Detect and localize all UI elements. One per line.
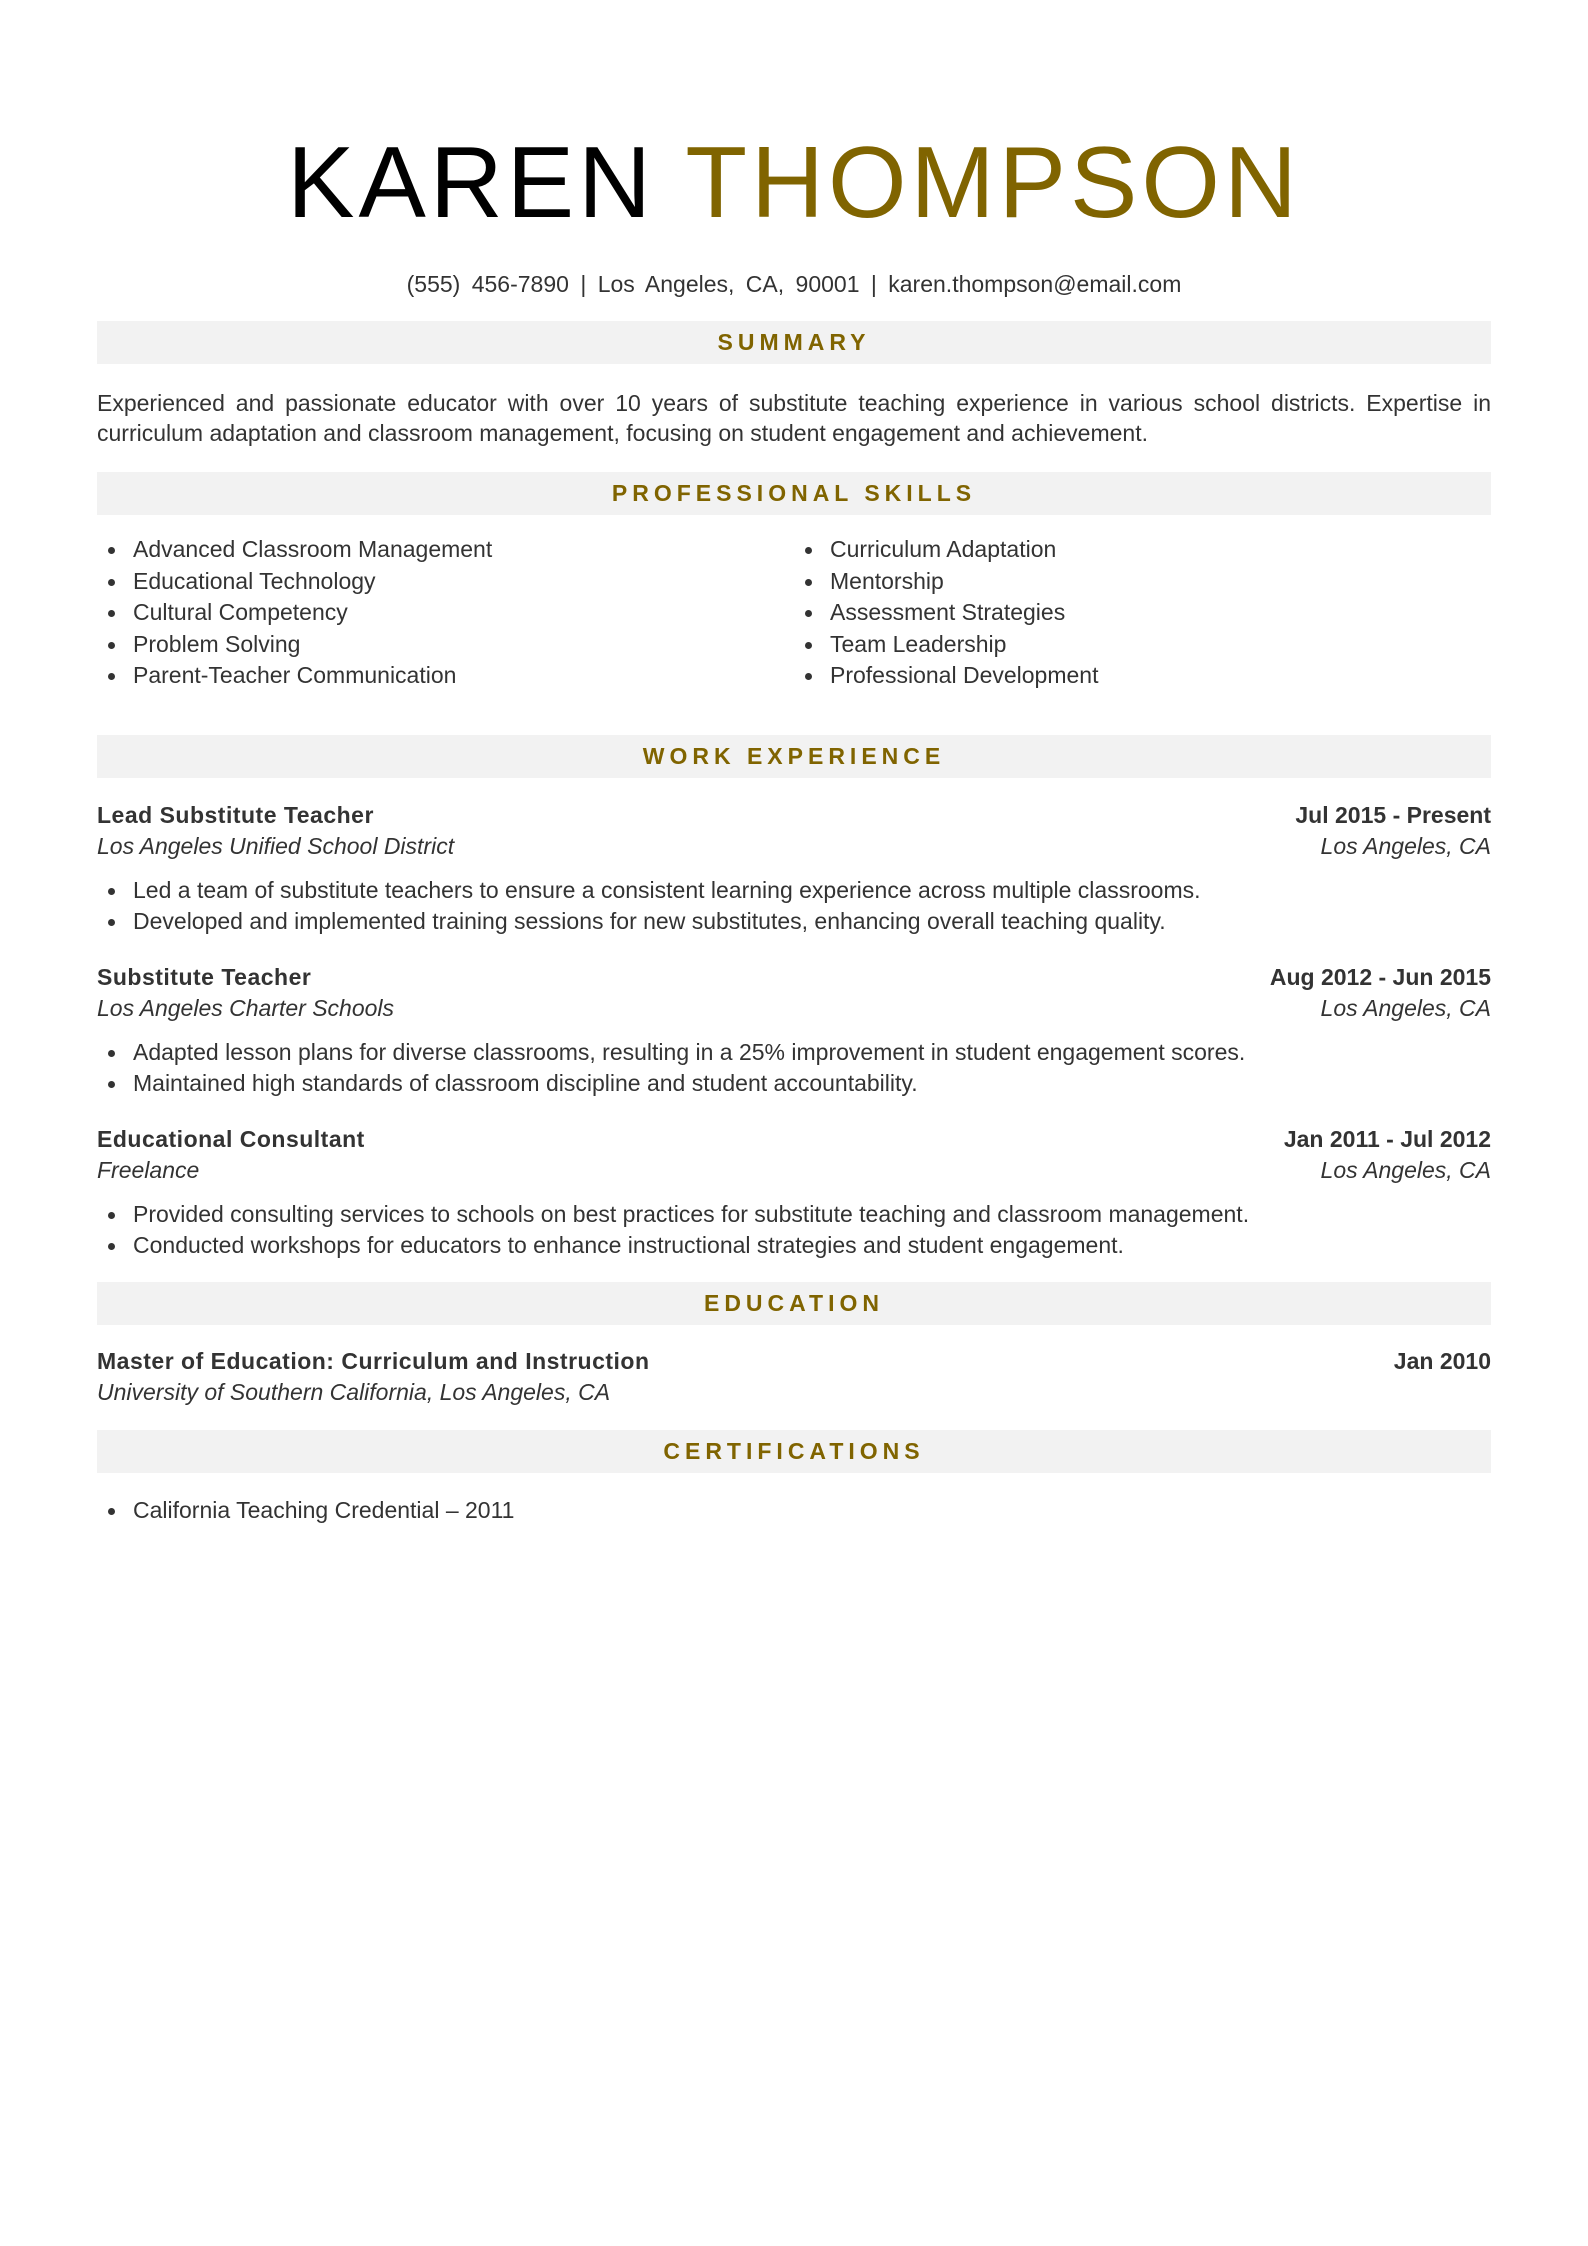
skill-item: Curriculum Adaptation [830,534,1491,566]
first-name: KAREN [287,127,656,239]
job-location: Los Angeles, CA [1320,995,1491,1021]
education-header [97,1346,1491,1378]
skill-item: Mentorship [830,566,1491,598]
bullet-item: Adapted lesson plans for diverse classrooms, resulting in a 25% improvement in student engagement scores. [133,1037,1491,1069]
email: karen.thompson@email.com [888,271,1182,297]
job-location: Los Angeles, CA [1320,1157,1491,1183]
job-header [97,800,1491,832]
skill-item: Problem Solving [133,629,794,661]
experience-heading: WORK EXPERIENCE [97,735,1491,778]
job-organization: Los Angeles Unified School District [97,833,455,859]
job-dates: Jan 2011 - Jul 2012 [1283,1125,1491,1152]
certification-item: California Teaching Credential – 2011 [133,1495,1491,1527]
job-subheader [97,1155,1491,1187]
job-dates: Aug 2012 - Jun 2015 [1269,963,1491,990]
bullet-item: Led a team of substitute teachers to ensure a consistent learning experience across multiple classrooms. [133,875,1491,907]
skills-column-right [794,534,1491,692]
phone: (555) 456-7890 [406,271,569,297]
skill-item: Cultural Competency [133,597,794,629]
job-bullets [97,875,1491,938]
job-subheader [97,993,1491,1025]
summary-text: Experienced and passionate educator with over 10 years of substitute teaching experience in various school districts. Expertise in curriculum adaptation and classroom management, focusing on student engagement and achievement. [97,390,1491,446]
skill-item: Professional Development [830,660,1491,692]
education-heading: EDUCATION [97,1282,1491,1325]
job-dates: Jul 2015 - Present [1295,801,1491,828]
job-title: Lead Substitute Teacher [97,801,374,828]
contact-separator: | [580,271,587,297]
skills-list [97,534,1491,692]
job-subheader [97,831,1491,863]
job-organization: Los Angeles Charter Schools [97,995,395,1021]
candidate-name [97,0,1491,243]
skill-item: Parent-Teacher Communication [133,660,794,692]
skills-heading: PROFESSIONAL SKILLS [97,472,1491,515]
bullet-item: Provided consulting services to schools on best practices for substitute teaching and classroom management. [133,1199,1491,1231]
job-title: Educational Consultant [97,1125,365,1152]
last-name: THOMPSON [685,127,1301,239]
education-date: Jan 2010 [1393,1347,1491,1374]
skill-item: Advanced Classroom Management [133,534,794,566]
skill-item: Assessment Strategies [830,597,1491,629]
bullet-item: Conducted workshops for educators to enhance instructional strategies and student engagement. [133,1230,1491,1262]
job-organization: Freelance [97,1157,200,1183]
certifications-list [97,1495,1491,1527]
summary-heading: SUMMARY [97,321,1491,364]
school: University of Southern California, Los Angeles, CA [97,1379,611,1405]
certifications-heading: CERTIFICATIONS [97,1430,1491,1473]
bullet-item: Maintained high standards of classroom discipline and student accountability. [133,1068,1491,1100]
skills-column-left [97,534,794,692]
bullet-item: Developed and implemented training sessions for new substitutes, enhancing overall teaching quality. [133,906,1491,938]
education-entry [97,1346,1491,1409]
degree: Master of Education: Curriculum and Instruction [97,1347,650,1374]
job-bullets [97,1199,1491,1262]
job-entry [97,1124,1491,1262]
job-header [97,962,1491,994]
skill-item: Team Leadership [830,629,1491,661]
contact-separator: | [870,271,877,297]
job-bullets [97,1037,1491,1100]
job-location: Los Angeles, CA [1320,833,1491,859]
contact-line [97,268,1491,300]
job-entry [97,962,1491,1100]
location: Los Angeles, CA, 90001 [597,271,860,297]
job-entry [97,800,1491,938]
education-subheader [97,1377,1491,1409]
job-title: Substitute Teacher [97,963,312,990]
skill-item: Educational Technology [133,566,794,598]
job-header [97,1124,1491,1156]
